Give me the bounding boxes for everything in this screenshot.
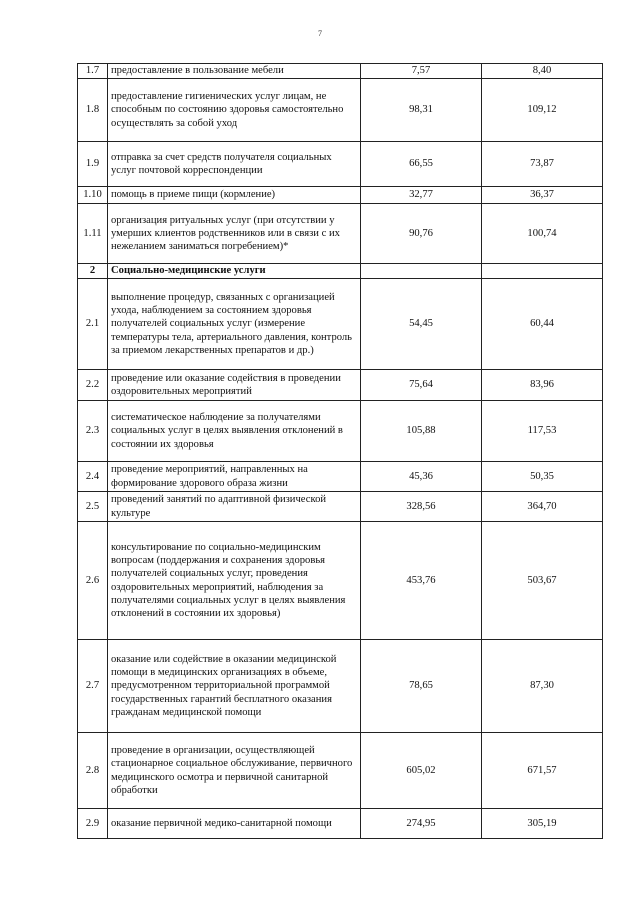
price-col-1: 45,36 (361, 462, 482, 492)
row-number: 2.5 (78, 492, 108, 522)
price-col-2: 117,53 (482, 401, 603, 462)
table-row (78, 462, 603, 492)
table-row (78, 401, 603, 462)
price-col-1: 605,02 (361, 733, 482, 809)
row-number: 2.1 (78, 279, 108, 370)
table-row (78, 492, 603, 522)
table-row (78, 640, 603, 733)
row-number: 1.11 (78, 204, 108, 264)
service-name: проведение в организации, осуществляющей стационарное социальное обслуживание, первичного медицинского осмотра и первичной санитарной обработки (108, 733, 361, 809)
service-name: помощь в приеме пищи (кормление) (108, 187, 361, 204)
service-name: предоставление гигиенических услуг лицам, не способным по состоянию здоровья самостоятельно осуществлять за собой уход (108, 79, 361, 142)
service-name: оказание или содействие в оказании медицинской помощи в медицинских организациях в объеме, предусмотренном территориальной программой государственных гарантий бесплатного оказания гражданам медицинской помощи (108, 640, 361, 733)
price-col-1: 453,76 (361, 522, 482, 640)
table-row (78, 279, 603, 370)
row-number: 2.9 (78, 809, 108, 839)
price-col-2: 109,12 (482, 79, 603, 142)
price-col-1: 7,57 (361, 64, 482, 79)
price-col-2: 87,30 (482, 640, 603, 733)
service-name: консультирование по социально-медицинским вопросам (поддержания и сохранения здоровья получателей социальных услуг, проведения оздоровительных мероприятий, наблюдения за получателями социальных услуг в целях выявления отклонений в состоянии их здоровья) (108, 522, 361, 640)
table-row (78, 204, 603, 264)
table-row (78, 64, 603, 79)
row-number: 1.9 (78, 142, 108, 187)
price-col-1: 328,56 (361, 492, 482, 522)
price-col-1: 90,76 (361, 204, 482, 264)
row-number: 1.10 (78, 187, 108, 204)
price-col-2: 305,19 (482, 809, 603, 839)
price-col-2: 83,96 (482, 370, 603, 401)
price-col-2: 100,74 (482, 204, 603, 264)
table-row (78, 79, 603, 142)
services-tariff-table (77, 63, 603, 839)
price-col-1: 32,77 (361, 187, 482, 204)
table-body (78, 64, 603, 839)
row-number: 2.2 (78, 370, 108, 401)
row-number: 2.8 (78, 733, 108, 809)
price-col-1: 78,65 (361, 640, 482, 733)
table-row (78, 522, 603, 640)
service-name: организация ритуальных услуг (при отсутствии у умерших клиентов родственников или в связи с их нежеланием заниматься погребением)* (108, 204, 361, 264)
price-col-1: 105,88 (361, 401, 482, 462)
table-row (78, 733, 603, 809)
table-row (78, 142, 603, 187)
price-col-1 (361, 264, 482, 279)
row-number: 1.8 (78, 79, 108, 142)
price-col-2 (482, 264, 603, 279)
service-name: отправка за счет средств получателя социальных услуг почтовой корреспонденции (108, 142, 361, 187)
table-row (78, 809, 603, 839)
row-number: 2.3 (78, 401, 108, 462)
price-col-2: 8,40 (482, 64, 603, 79)
table-row (78, 187, 603, 204)
row-number: 1.7 (78, 64, 108, 79)
service-name: предоставление в пользование мебели (108, 64, 361, 79)
table-row (78, 370, 603, 401)
row-number: 2.4 (78, 462, 108, 492)
service-name: оказание первичной медико-санитарной помощи (108, 809, 361, 839)
price-col-1: 75,64 (361, 370, 482, 401)
price-col-2: 50,35 (482, 462, 603, 492)
price-col-1: 66,55 (361, 142, 482, 187)
price-col-2: 671,57 (482, 733, 603, 809)
row-number: 2.6 (78, 522, 108, 640)
price-col-2: 503,67 (482, 522, 603, 640)
page-number: 7 (318, 29, 322, 38)
row-number: 2.7 (78, 640, 108, 733)
price-col-2: 60,44 (482, 279, 603, 370)
price-col-1: 274,95 (361, 809, 482, 839)
price-col-1: 54,45 (361, 279, 482, 370)
service-name: Социально-медицинские услуги (108, 264, 361, 279)
service-name: проведение мероприятий, направленных на формирование здорового образа жизни (108, 462, 361, 492)
price-col-2: 36,37 (482, 187, 603, 204)
price-col-2: 364,70 (482, 492, 603, 522)
price-col-2: 73,87 (482, 142, 603, 187)
service-name: выполнение процедур, связанных с организацией ухода, наблюдением за состоянием здоровья получателей социальных услуг (измерение температуры тела, артериального давления, контроль за приемом лекарственных препаратов и др.) (108, 279, 361, 370)
row-number: 2 (78, 264, 108, 279)
service-name: систематическое наблюдение за получателями социальных услуг в целях выявления отклонений в состоянии их здоровья (108, 401, 361, 462)
table-section-row (78, 264, 603, 279)
service-name: проведение или оказание содействия в проведении оздоровительных мероприятий (108, 370, 361, 401)
service-name: проведений занятий по адаптивной физической культуре (108, 492, 361, 522)
price-col-1: 98,31 (361, 79, 482, 142)
